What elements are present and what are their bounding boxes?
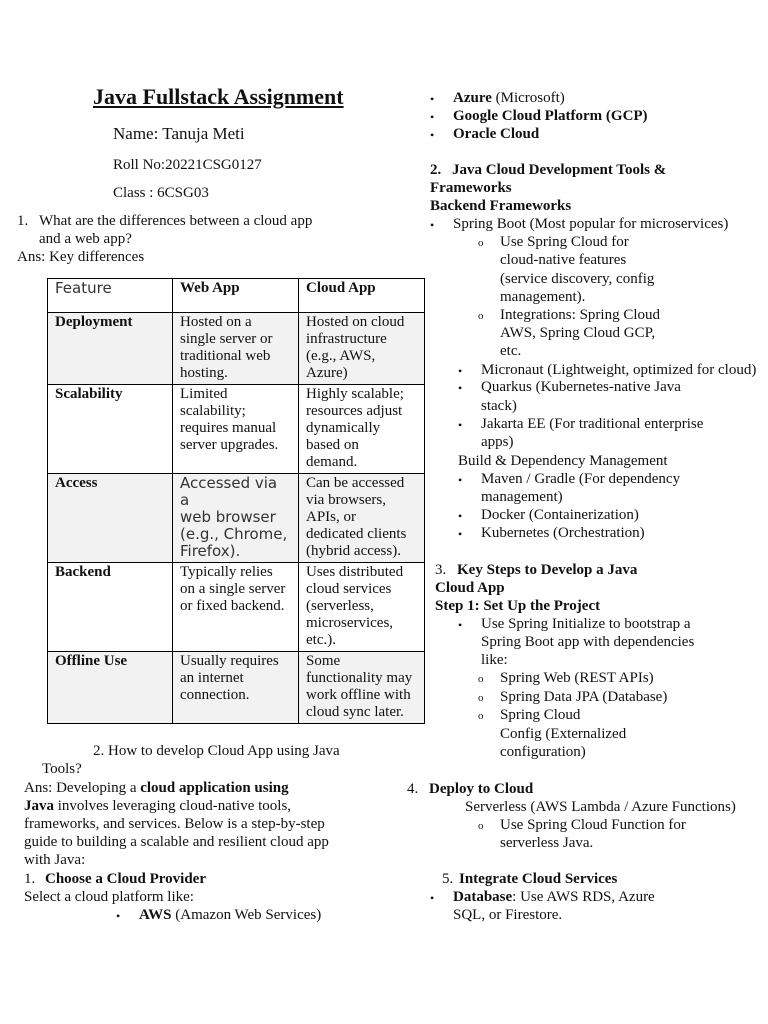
student-name: Name: Tanuja Meti xyxy=(113,124,245,143)
table-cell-cloud-app: Highly scalable; resources adjust dynamically based on demand. xyxy=(299,385,425,474)
question-2-line1: 2. How to develop Cloud App using Java xyxy=(93,743,340,759)
step-1-number: 1. xyxy=(24,871,36,887)
roll-number: Roll No:20221CSG0127 xyxy=(113,157,262,173)
maven-line1: Maven / Gradle (For dependency xyxy=(481,471,681,487)
document-title: Java Fullstack Assignment xyxy=(93,84,344,109)
provider-aws: AWS (Amazon Web Services) xyxy=(139,907,322,923)
bullet-icon: • xyxy=(458,364,463,378)
jakarta-line1: Jakarta EE (For traditional enterprise xyxy=(481,416,704,432)
answer-2-line5: with Java: xyxy=(24,852,86,868)
table-cell-feature: Access xyxy=(48,474,173,563)
bullet-icon: • xyxy=(430,891,435,905)
table-cell-cloud-app: Some functionality may work offline with cloud sync later. xyxy=(299,652,425,724)
circle-bullet-icon: o xyxy=(478,310,484,322)
table-row xyxy=(48,474,425,563)
jakarta-line2: apps) xyxy=(481,434,514,450)
dependency-spring-data-jpa: Spring Data JPA (Database) xyxy=(500,689,668,705)
database-line1: Database: Use AWS RDS, Azure xyxy=(453,889,655,905)
section-3-number: 3. xyxy=(435,562,447,578)
answer-2-line3: frameworks, and services. Below is a step-by-step xyxy=(24,816,325,832)
bullet-icon: • xyxy=(458,418,463,432)
table-cell-web-app: Accessed via a web browser (e.g., Chrome, Firefox). xyxy=(173,474,299,563)
spring-cloud-config-line2: Config (Externalized xyxy=(500,726,627,742)
bullet-icon: • xyxy=(430,110,435,124)
circle-bullet-icon: o xyxy=(478,820,484,832)
circle-bullet-icon: o xyxy=(478,673,484,685)
answer-2-line2: Java involves leveraging cloud-native tools, xyxy=(24,798,292,814)
answer-2-line1: Ans: Developing a cloud application using xyxy=(24,780,289,796)
bullet-icon: • xyxy=(116,909,121,923)
provider-azure: Azure (Microsoft) xyxy=(453,90,565,106)
question-1-line2: and a web app? xyxy=(39,231,132,247)
table-row xyxy=(48,652,425,724)
table-row xyxy=(48,385,425,474)
bullet-icon: • xyxy=(430,128,435,142)
section-4-number: 4. xyxy=(407,781,419,797)
spring-cloud-line2: cloud-native features xyxy=(500,252,627,268)
question-1-line1: What are the differences between a cloud app xyxy=(39,213,313,229)
spring-boot-item: Spring Boot (Most popular for microservices) xyxy=(453,216,729,232)
section-2-heading-line1: Java Cloud Development Tools & xyxy=(452,162,667,178)
maven-line2: management) xyxy=(481,489,563,505)
table-cell-web-app: Usually requires an internet connection. xyxy=(173,652,299,724)
integrations-line1: Integrations: Spring Cloud xyxy=(500,307,660,323)
circle-bullet-icon: o xyxy=(478,692,484,704)
section-4-heading: Deploy to Cloud xyxy=(429,781,534,797)
database-line2: SQL, or Firestore. xyxy=(453,907,563,923)
spring-cloud-line4: management). xyxy=(500,289,586,305)
integrations-line3: etc. xyxy=(500,343,522,359)
question-2-line2: Tools? xyxy=(42,761,82,777)
table-header-web-app: Web App xyxy=(173,279,299,313)
table-cell-cloud-app: Hosted on cloud infrastructure (e.g., AWS, Azure) xyxy=(299,313,425,385)
spring-cloud-config-line3: configuration) xyxy=(500,744,586,760)
step-1-heading: Choose a Cloud Provider xyxy=(45,871,206,887)
bullet-icon: • xyxy=(458,527,463,541)
initializer-line1: Use Spring Initialize to bootstrap a xyxy=(481,616,691,632)
micronaut-item: Micronaut (Lightweight, optimized for cloud) xyxy=(481,362,757,378)
table-cell-cloud-app: Uses distributed cloud services (serverless, microservices, etc.). xyxy=(299,563,425,652)
bullet-icon: • xyxy=(430,218,435,232)
table-header-feature: Feature xyxy=(48,279,173,313)
class-label: Class : 6CSG03 xyxy=(113,185,209,201)
section-2-number: 2. xyxy=(430,162,442,178)
table-row xyxy=(48,313,425,385)
bullet-icon: • xyxy=(458,509,463,523)
kubernetes-item: Kubernetes (Orchestration) xyxy=(481,525,645,541)
quarkus-line2: stack) xyxy=(481,398,517,414)
circle-bullet-icon: o xyxy=(478,237,484,249)
spring-cloud-line3: (service discovery, config xyxy=(500,271,655,287)
section-5-number: 5. xyxy=(442,871,454,887)
table-header-row xyxy=(48,279,425,313)
bullet-icon: • xyxy=(458,473,463,487)
answer-2-line4: guide to building a scalable and resilient cloud app xyxy=(24,834,329,850)
section-3-heading-line1: Key Steps to Develop a Java xyxy=(457,562,638,578)
section-2-heading-line2: Frameworks xyxy=(430,180,512,196)
table-row xyxy=(48,563,425,652)
build-heading: Build & Dependency Management xyxy=(458,453,668,469)
answer-1-label: Ans: Key differences xyxy=(17,249,145,265)
backend-frameworks-heading: Backend Frameworks xyxy=(430,198,572,214)
bullet-icon: • xyxy=(430,92,435,106)
bullet-icon: • xyxy=(458,381,463,395)
docker-item: Docker (Containerization) xyxy=(481,507,639,523)
spring-cloud-function-line1: Use Spring Cloud Function for xyxy=(500,817,686,833)
spring-cloud-function-line2: serverless Java. xyxy=(500,835,594,851)
section-3-heading-line2: Cloud App xyxy=(435,580,505,596)
provider-gcp: Google Cloud Platform (GCP) xyxy=(453,108,648,124)
question-1-number: 1. xyxy=(17,213,29,229)
spring-cloud-line1: Use Spring Cloud for xyxy=(500,234,629,250)
table-cell-feature: Deployment xyxy=(48,313,173,385)
dependency-spring-web: Spring Web (REST APIs) xyxy=(500,670,654,686)
table-cell-web-app: Hosted on a single server or traditional web hosting. xyxy=(173,313,299,385)
differences-table xyxy=(47,278,425,724)
provider-oracle: Oracle Cloud xyxy=(453,126,540,142)
quarkus-line1: Quarkus (Kubernetes-native Java xyxy=(481,379,681,395)
integrations-line2: AWS, Spring Cloud GCP, xyxy=(500,325,656,341)
initializer-line3: like: xyxy=(481,652,508,668)
table-cell-feature: Offline Use xyxy=(48,652,173,724)
initializer-line2: Spring Boot app with dependencies xyxy=(481,634,695,650)
step-set-up-heading: Step 1: Set Up the Project xyxy=(435,598,601,614)
section-5-heading: Integrate Cloud Services xyxy=(459,871,618,887)
table-cell-web-app: Typically relies on a single server or fixed backend. xyxy=(173,563,299,652)
table-cell-cloud-app: Can be accessed via browsers, APIs, or dedicated clients (hybrid access). xyxy=(299,474,425,563)
circle-bullet-icon: o xyxy=(478,710,484,722)
step-1-intro: Select a cloud platform like: xyxy=(24,889,194,905)
table-header-cloud-app: Cloud App xyxy=(299,279,425,313)
table-cell-web-app: Limited scalability; requires manual server upgrades. xyxy=(173,385,299,474)
bullet-icon: • xyxy=(458,618,463,632)
serverless-item: Serverless (AWS Lambda / Azure Functions) xyxy=(465,799,736,815)
spring-cloud-config-line1: Spring Cloud xyxy=(500,707,581,723)
table-cell-feature: Scalability xyxy=(48,385,173,474)
table-cell-feature: Backend xyxy=(48,563,173,652)
